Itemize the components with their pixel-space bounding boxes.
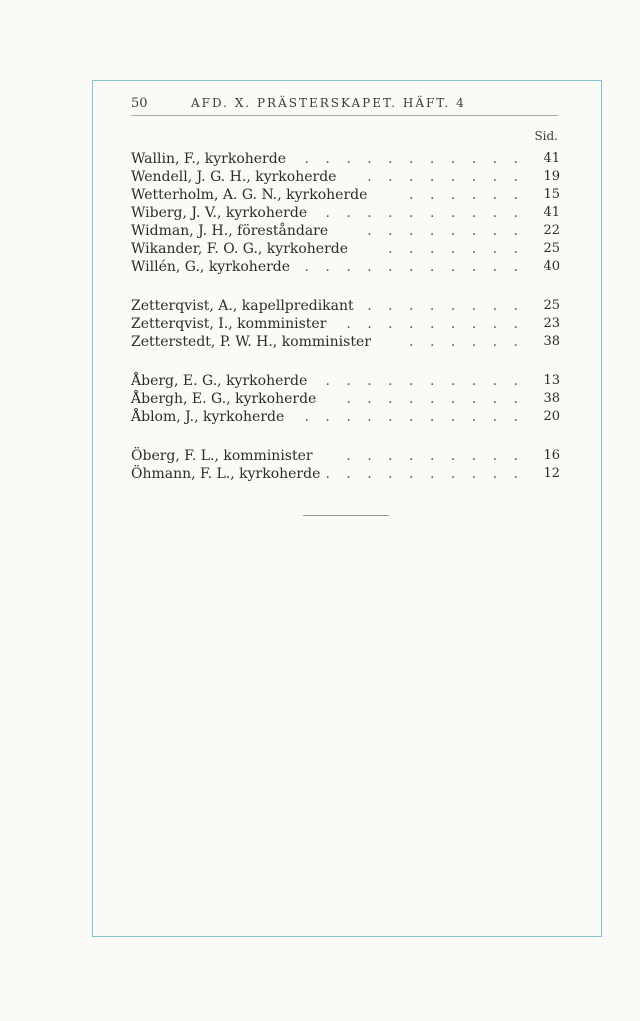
entry-name: Zetterqvist, I., komminister xyxy=(131,316,327,332)
leader-dots: . . . . . . . . . . xyxy=(325,373,524,389)
entry-page: 41 xyxy=(543,205,560,220)
entry-page: 22 xyxy=(543,223,560,238)
leader-dots: . . . . . . . . . xyxy=(346,391,524,407)
entry-page: 25 xyxy=(543,241,560,256)
entry-page: 38 xyxy=(543,391,560,406)
index-entry xyxy=(131,168,560,186)
index-entry xyxy=(131,258,560,276)
leader-dots: . . . . . . xyxy=(409,187,524,203)
entry-page: 23 xyxy=(543,316,560,331)
entry-name: Wallin, F., kyrkoherde xyxy=(131,151,286,167)
entry-page: 15 xyxy=(543,187,560,202)
entry-name: Åbergh, E. G., kyrkoherde xyxy=(131,391,317,407)
entry-name: Zetterqvist, A., kapellpredikant xyxy=(131,298,354,314)
closing-rule xyxy=(303,515,389,516)
entry-page: 19 xyxy=(543,169,560,184)
index-entry xyxy=(131,315,560,333)
index-entry xyxy=(131,297,560,315)
index-entry xyxy=(131,150,560,168)
leader-dots: . . . . . . . . . . xyxy=(325,205,524,221)
leader-dots: . . . . . . . . xyxy=(367,298,524,314)
entry-name: Wendell, J. G. H., kyrkoherde xyxy=(131,169,337,185)
index-group xyxy=(131,297,560,351)
entry-name: Wiberg, J. V., kyrkoherde xyxy=(131,205,308,221)
entry-name: Öhmann, F. L., kyrkoherde xyxy=(131,466,321,482)
index-entry xyxy=(131,204,560,222)
index-entry xyxy=(131,186,560,204)
entry-page: 13 xyxy=(543,373,560,388)
index-entry xyxy=(131,408,560,426)
entry-name: Willén, G., kyrkoherde xyxy=(131,259,291,275)
entry-page: 12 xyxy=(543,466,560,481)
leader-dots: . . . . . . . . . xyxy=(346,316,524,332)
index-entry xyxy=(131,240,560,258)
entry-name: Zetterstedt, P. W. H., komminister xyxy=(131,334,371,350)
leader-dots: . . . . . . xyxy=(409,334,524,350)
leader-dots: . . . . . . . . . . . xyxy=(304,151,524,167)
entry-page: 20 xyxy=(543,409,560,424)
entry-page: 41 xyxy=(543,151,560,166)
leader-dots: . . . . . . . . xyxy=(367,223,524,239)
index-entry xyxy=(131,390,560,408)
index-entry xyxy=(131,372,560,390)
running-header xyxy=(131,93,558,116)
index-entry xyxy=(131,333,560,351)
header-title: AFD. X. PRÄSTERSKAPET. HÄFT. 4 xyxy=(191,96,466,110)
entry-name: Wikander, F. O. G., kyrkoherde xyxy=(131,241,349,257)
index-group xyxy=(131,150,560,276)
index-entry xyxy=(131,222,560,240)
leader-dots: . . . . . . . . . . . xyxy=(304,259,524,275)
page-column-label: Sid. xyxy=(534,129,558,143)
leader-dots: . . . . . . . . . . xyxy=(325,466,524,482)
entry-name: Öberg, F. L., komminister xyxy=(131,448,313,464)
index-list xyxy=(131,150,560,504)
index-entry xyxy=(131,465,560,483)
leader-dots: . . . . . . . xyxy=(388,241,524,257)
entry-page: 16 xyxy=(543,448,560,463)
index-group xyxy=(131,447,560,483)
leader-dots: . . . . . . . . xyxy=(367,169,524,185)
entry-page: 38 xyxy=(543,334,560,349)
entry-page: 25 xyxy=(543,298,560,313)
index-group xyxy=(131,372,560,426)
entry-name: Wetterholm, A. G. N., kyrkoherde xyxy=(131,187,368,203)
entry-page: 40 xyxy=(543,259,560,274)
page-number: 50 xyxy=(131,96,148,111)
leader-dots: . . . . . . . . . xyxy=(346,448,524,464)
entry-name: Åberg, E. G., kyrkoherde xyxy=(131,373,308,389)
entry-name: Widman, J. H., föreståndare xyxy=(131,223,329,239)
index-entry xyxy=(131,447,560,465)
leader-dots: . . . . . . . . . . . xyxy=(304,409,524,425)
entry-name: Åblom, J., kyrkoherde xyxy=(131,409,285,425)
